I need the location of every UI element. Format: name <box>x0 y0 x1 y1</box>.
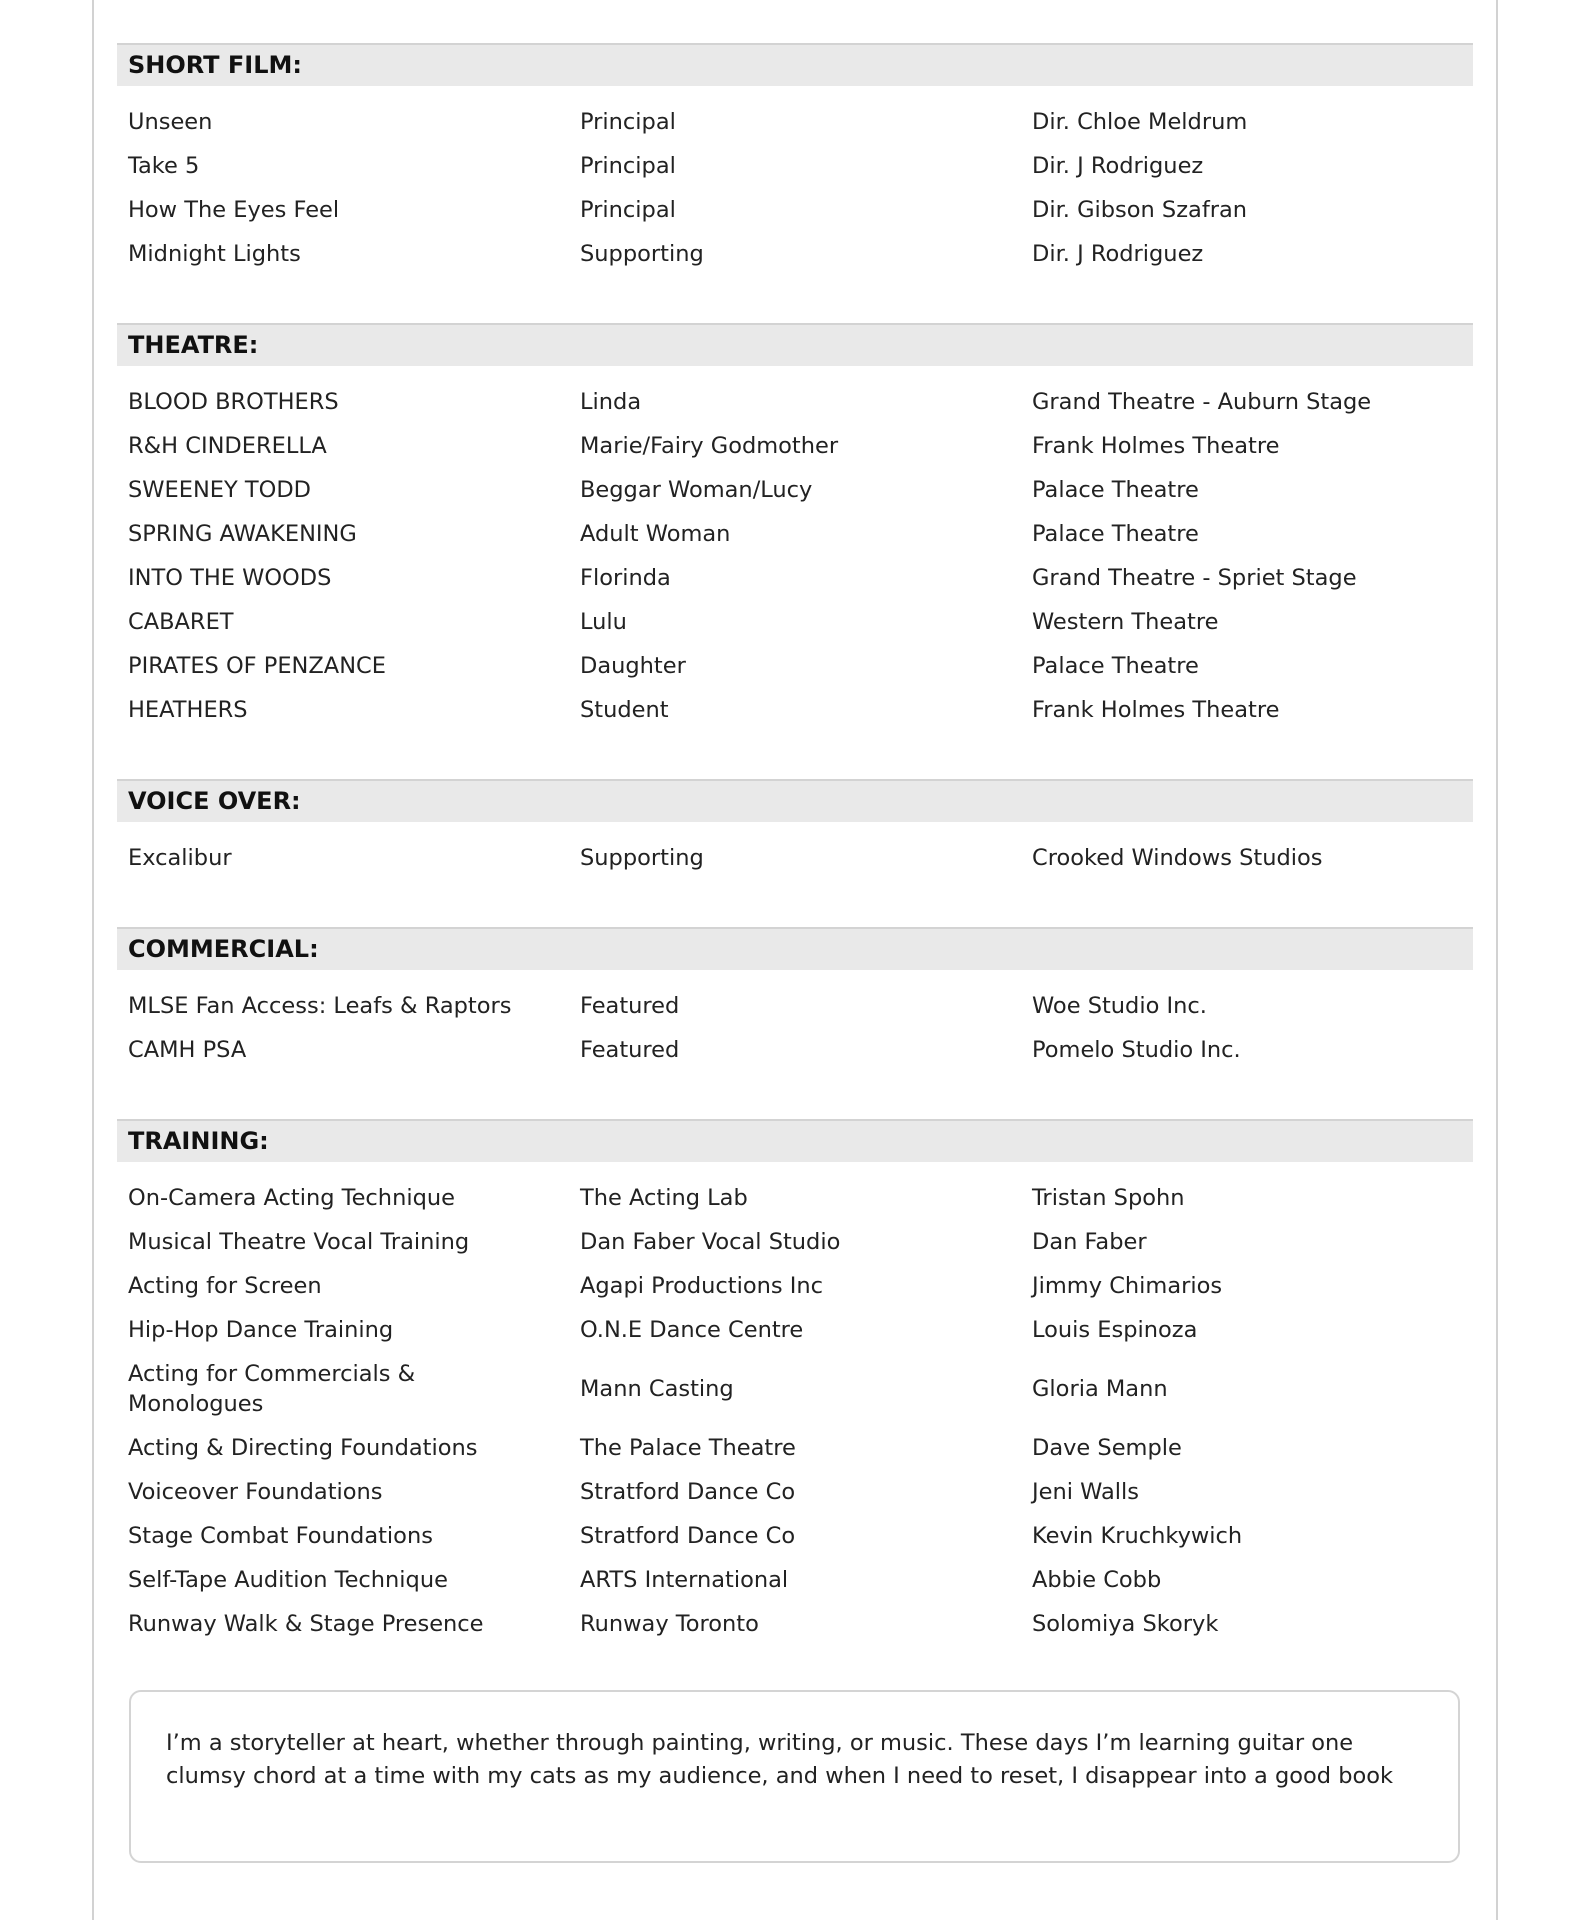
credit-company: Grand Theatre - Auburn Stage <box>1032 389 1372 415</box>
credit-title: Hip-Hop Dance Training <box>128 1317 394 1343</box>
credit-company: Woe Studio Inc. <box>1032 993 1207 1019</box>
credit-title: Acting for Screen <box>128 1273 322 1299</box>
table-row <box>117 232 1473 276</box>
credit-title: Stage Combat Foundations <box>128 1523 433 1549</box>
section-voice-over <box>117 779 1473 880</box>
section-header-commercial: COMMERCIAL: <box>117 927 1473 970</box>
credit-company: Abbie Cobb <box>1032 1567 1162 1593</box>
credit-role: ARTS International <box>580 1567 789 1593</box>
credit-role: Student <box>580 697 669 723</box>
credit-company: Pomelo Studio Inc. <box>1032 1037 1241 1063</box>
credit-title: INTO THE WOODS <box>128 565 332 591</box>
section-header-training: TRAINING: <box>117 1119 1473 1162</box>
credit-title: How The Eyes Feel <box>128 197 340 223</box>
credit-company: Dir. Chloe Meldrum <box>1032 109 1248 135</box>
credit-company: Dir. J Rodriguez <box>1032 241 1204 267</box>
table-row <box>117 1308 1473 1352</box>
credit-company: Louis Espinoza <box>1032 1317 1198 1343</box>
credit-role: Runway Toronto <box>580 1611 759 1637</box>
credit-company: Western Theatre <box>1032 609 1219 635</box>
section-commercial <box>117 927 1473 1072</box>
credit-title: HEATHERS <box>128 697 248 723</box>
credit-company: Gloria Mann <box>1032 1376 1168 1402</box>
table-row <box>117 512 1473 556</box>
credit-title: Self-Tape Audition Technique <box>128 1567 448 1593</box>
table-row <box>117 984 1473 1028</box>
table-row <box>117 1264 1473 1308</box>
table-row <box>117 1514 1473 1558</box>
credit-company: Dir. J Rodriguez <box>1032 153 1204 179</box>
credit-title: PIRATES OF PENZANCE <box>128 653 386 679</box>
credit-role: Daughter <box>580 653 686 679</box>
resume-content <box>117 43 1473 1646</box>
table-row <box>117 1176 1473 1220</box>
table-row <box>117 644 1473 688</box>
section-theatre <box>117 323 1473 732</box>
credit-role: Principal <box>580 109 676 135</box>
credit-title: Runway Walk & Stage Presence <box>128 1611 484 1637</box>
credit-role: Florinda <box>580 565 671 591</box>
credit-title: Midnight Lights <box>128 241 301 267</box>
table-row <box>117 600 1473 644</box>
table-row <box>117 1352 1473 1426</box>
credit-title: Unseen <box>128 109 213 135</box>
credit-title: SWEENEY TODD <box>128 477 312 503</box>
credit-role: Adult Woman <box>580 521 731 547</box>
credit-company: Kevin Kruchkywich <box>1032 1523 1243 1549</box>
credit-title: Acting & Directing Foundations <box>128 1435 478 1461</box>
credit-company: Tristan Spohn <box>1032 1185 1185 1211</box>
table-row <box>117 1470 1473 1514</box>
credit-role: Lulu <box>580 609 627 635</box>
credit-title: CAMH PSA <box>128 1037 247 1063</box>
table-row <box>117 144 1473 188</box>
credit-role: Stratford Dance Co <box>580 1523 796 1549</box>
credit-company: Palace Theatre <box>1032 521 1199 547</box>
credit-role: Marie/Fairy Godmother <box>580 433 839 459</box>
credit-title: R&H CINDERELLA <box>128 433 327 459</box>
credit-role: Principal <box>580 197 676 223</box>
credit-title: BLOOD BROTHERS <box>128 389 339 415</box>
section-rows <box>117 380 1473 732</box>
credit-title: Voiceover Foundations <box>128 1479 383 1505</box>
section-rows <box>117 836 1473 880</box>
bio-text: I’m a storyteller at heart, whether through painting, writing, or music. These days I’m learning guitar one clumsy chord at a time with my cats as my audience, and when I need to reset, I disappear into a good book <box>166 1730 1394 1789</box>
credit-company: Dir. Gibson Szafran <box>1032 197 1248 223</box>
credit-company: Palace Theatre <box>1032 477 1199 503</box>
credit-company: Dan Faber <box>1032 1229 1147 1255</box>
table-row <box>117 1558 1473 1602</box>
table-row <box>117 1028 1473 1072</box>
credit-role: The Acting Lab <box>580 1185 748 1211</box>
credit-role: Featured <box>580 1037 680 1063</box>
credit-role: The Palace Theatre <box>580 1435 796 1461</box>
credit-role: Stratford Dance Co <box>580 1479 796 1505</box>
credit-company: Frank Holmes Theatre <box>1032 697 1280 723</box>
credit-role: O.N.E Dance Centre <box>580 1317 804 1343</box>
credit-role: Featured <box>580 993 680 1019</box>
credit-company: Jeni Walls <box>1032 1479 1139 1505</box>
credit-title: CABARET <box>128 609 234 635</box>
credit-title: Excalibur <box>128 845 232 871</box>
credit-role: Supporting <box>580 845 704 871</box>
table-row <box>117 424 1473 468</box>
section-header-short-film: SHORT FILM: <box>117 43 1473 86</box>
credit-company: Jimmy Chimarios <box>1032 1273 1223 1299</box>
table-row <box>117 556 1473 600</box>
credit-role: Mann Casting <box>580 1376 734 1402</box>
table-row <box>117 836 1473 880</box>
table-row <box>117 1602 1473 1646</box>
credit-title: MLSE Fan Access: Leafs & Raptors <box>128 993 512 1019</box>
bio-box <box>129 1690 1460 1863</box>
credit-role: Supporting <box>580 241 704 267</box>
credit-company: Dave Semple <box>1032 1435 1182 1461</box>
table-row <box>117 380 1473 424</box>
credit-company: Frank Holmes Theatre <box>1032 433 1280 459</box>
section-short-film <box>117 43 1473 276</box>
credit-title: SPRING AWAKENING <box>128 521 357 547</box>
credit-role: Agapi Productions Inc <box>580 1273 823 1299</box>
table-row <box>117 1220 1473 1264</box>
section-rows <box>117 984 1473 1072</box>
credit-title: Musical Theatre Vocal Training <box>128 1229 470 1255</box>
section-rows <box>117 100 1473 276</box>
table-row <box>117 468 1473 512</box>
credit-role: Principal <box>580 153 676 179</box>
section-header-theatre: THEATRE: <box>117 323 1473 366</box>
table-row <box>117 1426 1473 1470</box>
section-rows <box>117 1176 1473 1646</box>
credit-company: Palace Theatre <box>1032 653 1199 679</box>
credit-role: Beggar Woman/Lucy <box>580 477 813 503</box>
section-training <box>117 1119 1473 1646</box>
table-row <box>117 188 1473 232</box>
credit-company: Solomiya Skoryk <box>1032 1611 1219 1637</box>
credit-company: Crooked Windows Studios <box>1032 845 1323 871</box>
credit-title: Take 5 <box>128 153 200 179</box>
credit-company: Grand Theatre - Spriet Stage <box>1032 565 1357 591</box>
section-header-voice-over: VOICE OVER: <box>117 779 1473 822</box>
credit-role: Linda <box>580 389 642 415</box>
credit-role: Dan Faber Vocal Studio <box>580 1229 841 1255</box>
table-row <box>117 688 1473 732</box>
credit-title: Acting for Commercials & Monologues <box>128 1361 416 1417</box>
table-row <box>117 100 1473 144</box>
credit-title: On-Camera Acting Technique <box>128 1185 455 1211</box>
